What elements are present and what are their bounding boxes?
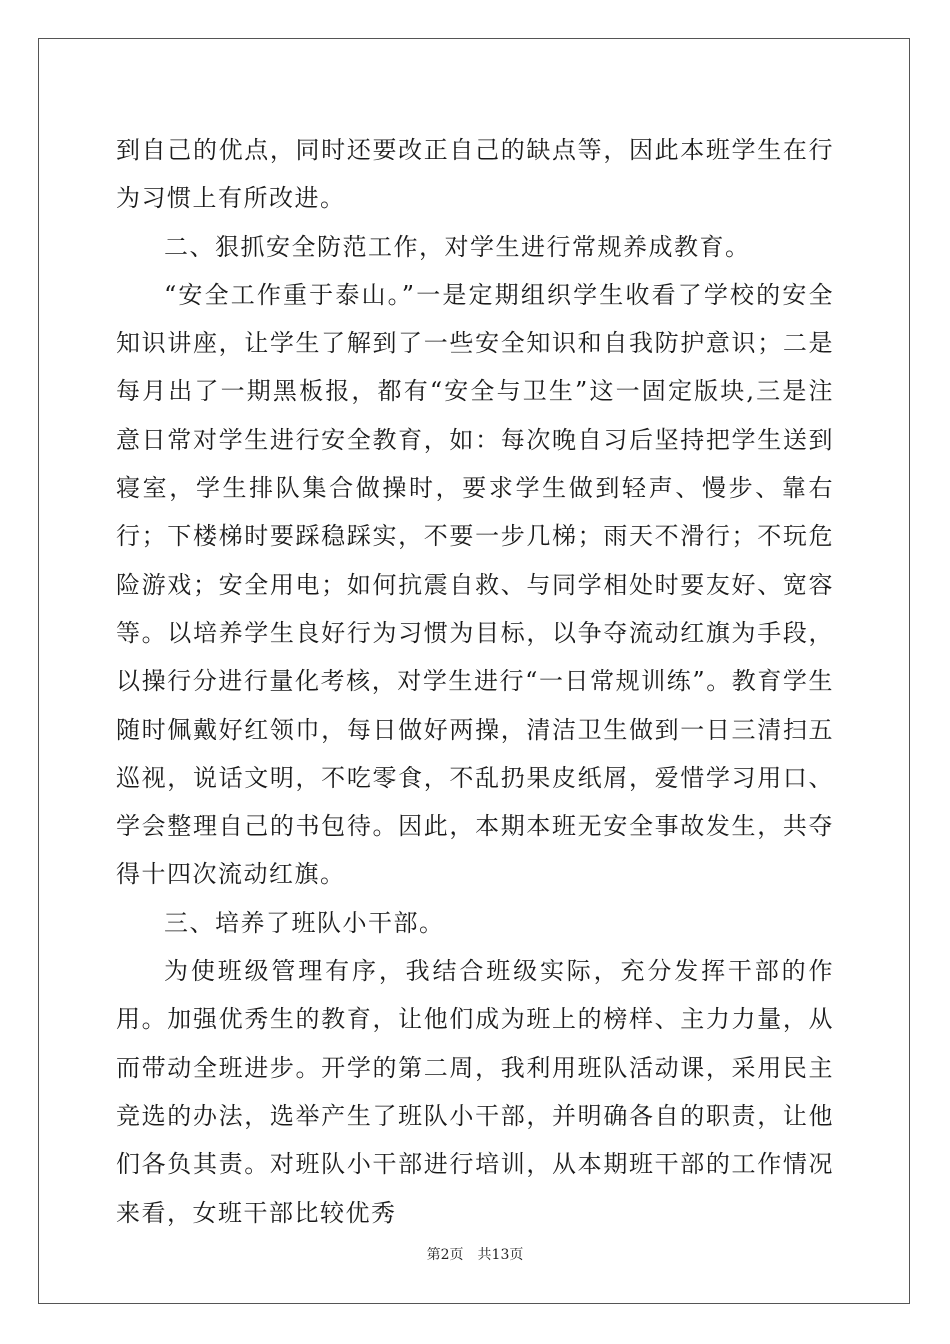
paragraph-cadres: 为使班级管理有序，我结合班级实际，充分发挥干部的作用。加强优秀生的教育，让他们成为班上的榜样、主力力量，从而带动全班进步。开学的第二周，我利用班队活动课，采用民主竞选的办法，选举产生了班队小干部，并明确各自的职责，让他们各负其责。对班队小干部进行培训，从本期班干部的工作情况来看，女班干部比较优秀 xyxy=(116,957,834,1227)
document-body xyxy=(116,126,834,1237)
page-footer xyxy=(0,1244,950,1264)
paragraph-continuation: 到自己的优点，同时还要改正自己的缺点等，因此本班学生在行为习惯上有所改进。 xyxy=(116,136,834,213)
page-total: 共13页 xyxy=(477,1247,524,1263)
paragraph-safety: “安全工作重于泰山。”一是定期组织学生收看了学校的安全知识讲座，让学生了解到了一些安全知识和自我防护意识；二是每月出了一期黑板报，都有“安全与卫生”这一固定版块,三是注意日常对学生进行安全教育，如：每次晚自习后坚持把学生送到寝室，学生排队集合做操时，要求学生做到轻声、慢步、靠右行；下楼梯时要踩稳踩实，不要一步几梯；雨天不滑行；不玩危险游戏；安全用电；如何抗震自救、与同学相处时要友好、宽容等。以培养学生良好行为习惯为目标，以争夺流动红旗为手段，以操行分进行量化考核，对学生进行“一日常规训练”。教育学生随时佩戴好红领巾，每日做好两操，清洁卫生做到一日三清扫五巡视，说话文明，不吃零食，不乱扔果皮纸屑，爱惜学习用口、学会整理自己的书包待。因此，本期本班无安全事故发生，共夺得十四次流动红旗。 xyxy=(116,280,834,889)
page-number: 第2页 xyxy=(426,1247,464,1263)
section-heading-safety: 二、狠抓安全防范工作，对学生进行常规养成教育。 xyxy=(164,232,751,261)
section-heading-cadres: 三、培养了班队小干部。 xyxy=(164,908,445,937)
